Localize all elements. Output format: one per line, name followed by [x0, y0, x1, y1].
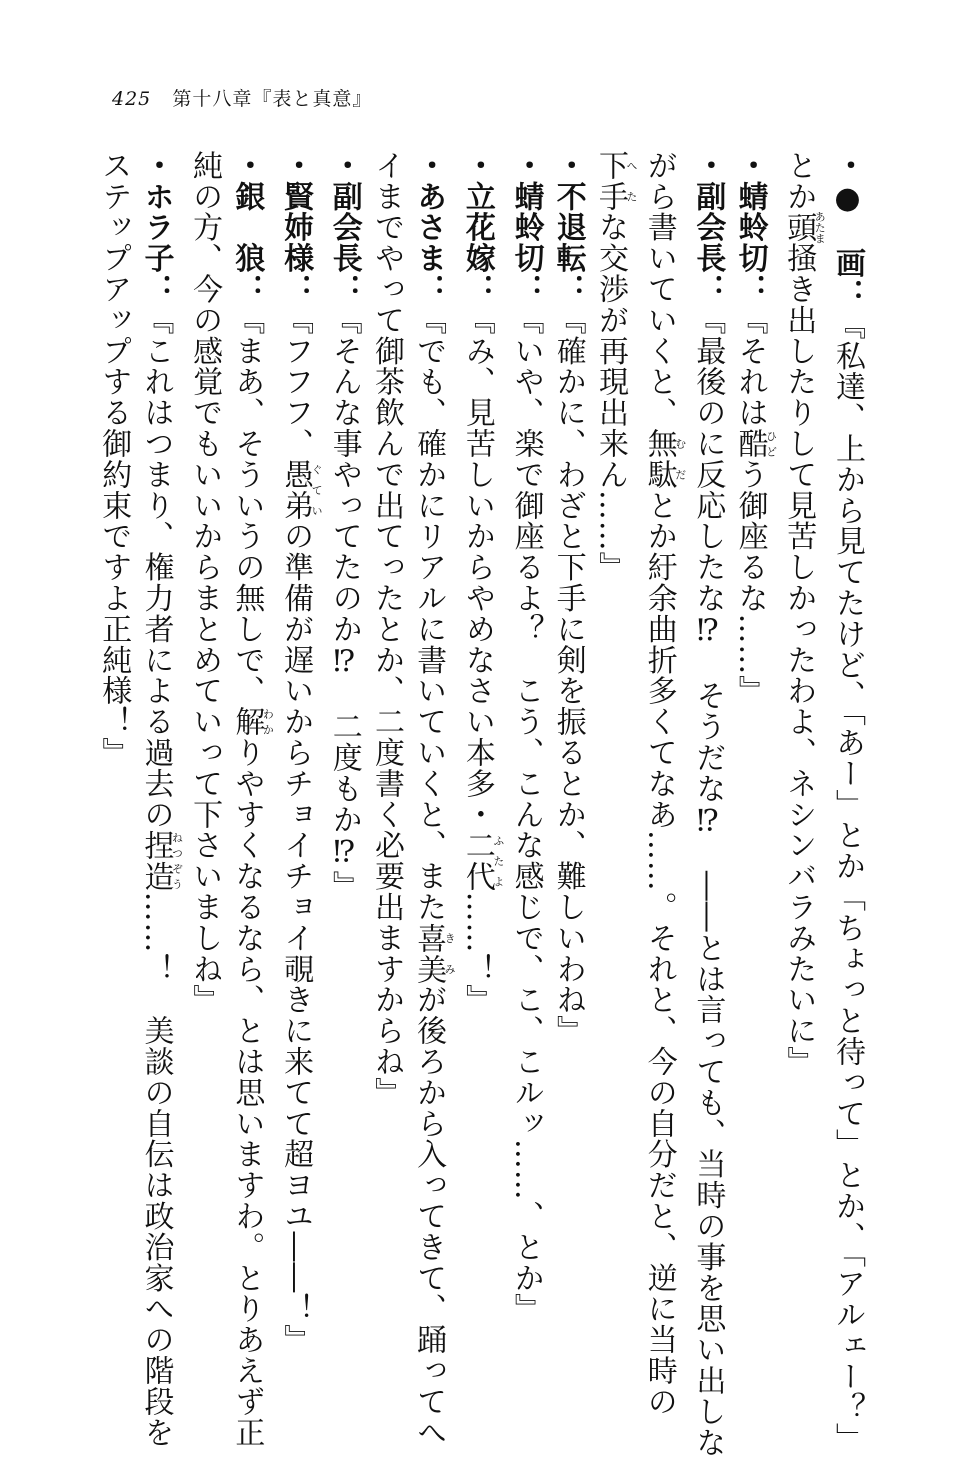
line-text: 『み、見苦しいからやめなさい本多・: [459, 304, 495, 830]
line-text: とか紆余曲折多くてなあ……。それと、今の自分だと、逆に当時の: [641, 489, 677, 1417]
speaker-separator: ：: [411, 273, 447, 305]
text-line: [274, 150, 324, 1356]
ruby-word: [411, 922, 457, 985]
line-text: がら書いていくと、: [641, 150, 677, 429]
ruby-reading: あたま: [813, 210, 827, 244]
line-text: が後ろから入ってきて、踊ってへ: [411, 984, 447, 1448]
line-text: ……！ 美談の自伝は政治家への階段を: [138, 891, 174, 1448]
text-line: [407, 150, 457, 1448]
ruby-base: 二代: [459, 829, 495, 892]
line-text: 掻き出したりして見苦しかったわよ、ネシンバラみたいに』: [781, 242, 817, 1078]
line-text: ステップアップする御約束ですよ正純様！』: [96, 150, 132, 768]
text-line: [686, 150, 728, 1458]
text-line: [637, 150, 687, 1417]
ruby-reading: ふたよ: [491, 829, 505, 892]
ruby-reading: ひど: [764, 428, 778, 460]
text-line: [92, 150, 134, 1290]
speaker-separator: ：: [138, 273, 174, 305]
text-line: [323, 150, 365, 1290]
ruby-reading: へた: [624, 150, 638, 212]
line-text: イまでやって御茶飲んで出てったとか、二度書く必要出ますからね』: [368, 150, 404, 1108]
ruby-base: 喜美: [411, 922, 447, 985]
speaker-separator: ：: [830, 278, 865, 310]
ruby-word: [781, 210, 827, 244]
text-line: [134, 150, 184, 1448]
ruby-word: [732, 428, 778, 460]
line-text: ……！』: [459, 891, 495, 1016]
ruby-base: 頭: [781, 210, 817, 244]
ruby-base: 捏造: [138, 829, 174, 892]
speaker-separator: ：: [326, 273, 362, 305]
speaker-name: ・蜻蛉切: [732, 150, 768, 274]
line-text: とか: [781, 150, 817, 212]
ruby-word: [229, 706, 275, 738]
line-text: りやすくなるなら、とは思いますわ。とりあえず正: [229, 737, 265, 1448]
line-text: う御座るな……』: [732, 459, 768, 707]
text-line: [365, 150, 407, 1290]
line-text: 『これはつまり、権力者による過去の: [138, 304, 174, 830]
line-text: の準備が遅いからチョイチョイ覗きに来てて超ヨユ――！』: [278, 520, 314, 1356]
ruby-base: 無駄: [641, 428, 677, 490]
ruby-word: [278, 459, 324, 521]
line-text: 『確かに、わざと下手に剣を振るとか、難しいわね』: [550, 304, 586, 1047]
ruby-word: [641, 428, 687, 490]
vertical-body-text: [68, 150, 868, 1458]
ruby-word: [592, 150, 638, 212]
speaker-separator: ：: [229, 273, 265, 305]
ruby-base: 解: [229, 706, 265, 738]
line-text: 『フフフ、: [278, 304, 314, 460]
text-line: [225, 150, 275, 1448]
speaker-name: ・ホラ子: [138, 150, 174, 274]
text-line: [504, 150, 546, 1325]
line-text: な交渉が再現出来ん……』: [592, 211, 628, 583]
speaker-name: ・蜻蛉切: [508, 150, 544, 274]
ruby-base: 酷: [732, 428, 768, 460]
speaker-name: ・● 画: [830, 150, 865, 279]
speaker-name: ・あさま: [411, 150, 447, 274]
line-text: 『でも、確かにリアルに書いていくと、また: [411, 304, 447, 923]
speaker-name: ・賢姉様: [278, 150, 314, 274]
ruby-reading: きみ: [443, 922, 457, 985]
line-text: 『いや、楽で御座るよ？ こう、こんな感じで、こ、こルッ……、とか』: [508, 304, 544, 1325]
ruby-word: [138, 829, 184, 892]
speaker-name: ・副会長: [326, 150, 362, 274]
text-line: [777, 150, 826, 1290]
line-text: 『最後のに反応したな⁉ そうだな⁉ ――とは言っても、当時の事を思い出しな: [690, 304, 726, 1458]
speaker-separator: ：: [732, 273, 768, 305]
chapter-title: 第十八章『表と真意』: [172, 88, 373, 110]
page-number: 425: [112, 88, 152, 110]
text-line: [589, 150, 638, 1290]
line-text: 『それは: [732, 304, 768, 429]
ruby-base: 愚弟: [278, 459, 314, 521]
text-line: [826, 150, 868, 1454]
ruby-reading: ねつぞう: [170, 829, 184, 892]
speaker-name: ・立花嫁: [459, 150, 495, 274]
line-text: 『私達、上から見てたけど、「あー」とか「ちょっと待って」とか、「アルェー？」: [830, 309, 865, 1454]
speaker-separator: ：: [550, 273, 586, 305]
running-header: [112, 84, 372, 111]
speaker-separator: ：: [690, 273, 726, 305]
ruby-reading: わか: [261, 706, 275, 738]
speaker-name: ・銀 狼: [229, 150, 265, 274]
line-text: 『そんな事やってたのか⁉ 二度もか⁉』: [326, 304, 362, 902]
speaker-separator: ：: [278, 273, 314, 305]
speaker-separator: ：: [508, 273, 544, 305]
speaker-name: ・副会長: [690, 150, 726, 274]
line-text: 『まあ、そういうの無しで、: [229, 304, 265, 707]
ruby-word: [459, 829, 505, 892]
line-text: 純の方、今の感覚でもいいからまとめていって下さいましね』: [187, 150, 223, 1016]
ruby-base: 下手: [592, 150, 628, 212]
speaker-separator: ：: [459, 273, 495, 305]
text-line: [728, 150, 777, 1290]
text-line: [456, 150, 505, 1290]
text-line: [183, 150, 225, 1290]
ruby-reading: ぐてい: [310, 459, 324, 521]
ruby-reading: むだ: [673, 428, 687, 490]
speaker-name: ・不退転: [550, 150, 586, 274]
text-line: [547, 150, 589, 1290]
